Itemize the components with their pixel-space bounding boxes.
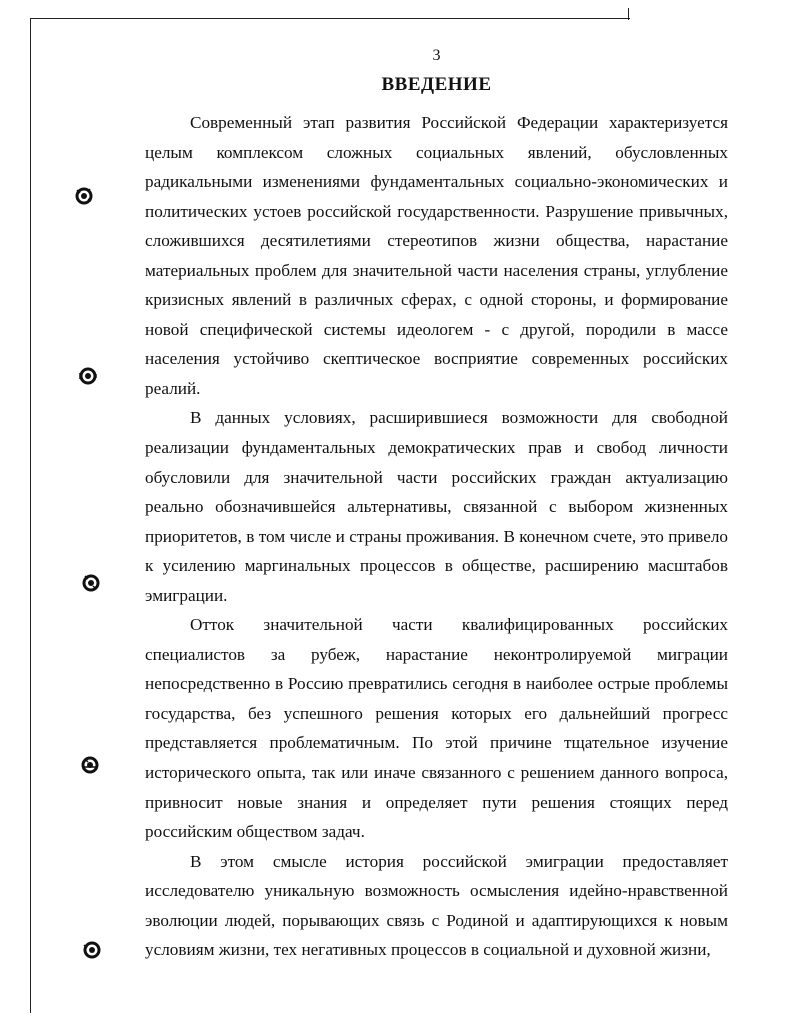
paragraph: Современный этап развития Российской Федерации характеризуется целым комплексом сложных социальных явлений, обусловленных радикальными изменениями фундаментальных социально-экономических и политических устоев российской государственности. Разрушение привычных, сложившихся десятилетиями стереотипов жизни общества, нарастание материальных проблем для значительной части населения страны, углубление кризисных явлений в различных сферах, с одной стороны, и формирование новой специфической системы идеологем - с другой, породили в массе населения устойчиво скептическое восприятие современных российских реалий. — [145, 113, 728, 398]
scan-border-tick — [628, 8, 629, 20]
page-title: ВВЕДЕНИЕ — [381, 74, 492, 95]
binder-hole-mark-icon — [80, 755, 100, 775]
page-number: 3 — [432, 47, 441, 64]
document-body — [145, 108, 728, 965]
paragraph: В данных условиях, расширившиеся возможности для свободной реализации фундаментальных демократических прав и свобод личности обусловили для значительной части российских граждан актуализацию реально обозначившейся альтернативы, связанной с выбором жизненных приоритетов, в том числе и страны проживания. В конечном счете, это привело к усилению маргинальных процессов в обществе, расширению масштабов эмиграции. — [145, 408, 728, 605]
scan-border-left — [30, 18, 31, 1013]
scan-border-top — [30, 18, 630, 19]
binder-hole-mark-icon — [74, 186, 94, 206]
paragraph: Отток значительной части квалифицированных российских специалистов за рубеж, нарастание неконтролируемой миграции непосредственно в Россию превратились сегодня в наиболее острые проблемы государства, без успешного решения которых его дальнейший прогресс представляется проблематичным. По этой причине тщательное изучение исторического опыта, так или иначе связанного с решением данного вопроса, привносит новые знания и определяет пути решения стоящих перед российским обществом задач. — [145, 615, 728, 842]
binder-hole-mark-icon — [82, 940, 102, 960]
binder-hole-mark-icon — [81, 573, 101, 593]
binder-hole-mark-icon — [78, 366, 98, 386]
paragraph: В этом смысле история российской эмиграции предоставляет исследователю уникальную возможность осмысления идейно-нравственной эволюции людей, порывающих связь с Родиной и адаптирующихся к новым условиям жизни, тех негативных процессов в социальной и духовной жизни, — [145, 851, 728, 960]
